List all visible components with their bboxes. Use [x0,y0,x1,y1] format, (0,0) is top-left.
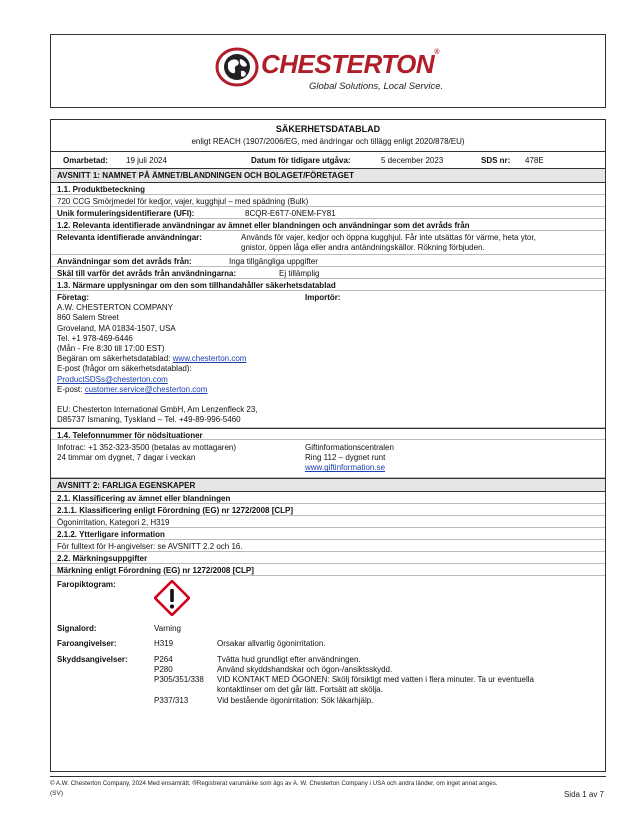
fulltext-note: För fulltext för H-angivelser: se AVSNITT 2.2 och 16. [51,540,605,552]
page-title: SÄKERHETSDATABLAD [275,124,381,134]
section-2-heading: AVSNITT 2: FARLIGA EGENSKAPER [51,478,605,492]
p264-text: Tvätta hud grundligt efter användningen. [217,655,361,664]
p305-text-2: kontaktlinser om det går lätt. Fortsätt att skölja. [217,685,383,694]
signal-word-value: Varning [154,624,181,633]
reason-value: Ej tillämplig [279,269,320,278]
customer-service-email-link[interactable]: customer.service@chesterton.com [84,384,208,394]
heading-2-1: 2.1. Klassificering av ämnet eller blandningen [51,492,605,504]
hazard-text: Orsakar allvarlig ögonirritation. [217,639,326,648]
reason-row [51,267,605,279]
company-label: Företag: [57,293,89,302]
revised-value: 19 juli 2024 [126,156,167,165]
emergency-line-1: Infotrac: +1 352-323-3500 (betalas av mottagaren) [57,443,236,452]
meta-row [51,152,605,169]
eu-address-1: EU: Chesterton International GmbH, Am Lenzenfleck 23, [57,405,258,415]
advised-against-label: Användningar som det avråds från: [57,257,192,266]
section-1-heading: AVSNITT 1: NAMNET PÅ ÄMNET/BLANDNINGEN OCH BOLAGET/FÖRETAGET [51,169,605,183]
ufi-value: 8CQR-E6T7-0NEM-FY81 [245,209,336,218]
precautionary-label: Skyddsangivelser: [57,655,128,664]
hazard-code: H319 [154,639,174,648]
globe-icon [215,47,259,87]
heading-1-4: 1.4. Telefonnummer för nödsituationer [51,428,605,440]
title-block [51,120,605,152]
p337-code: P337/313 [154,696,189,705]
chesterton-logo [215,47,455,97]
sds-number-value: 478E [525,156,544,165]
email-row: E-post: customer.service@chesterton.com [57,384,208,394]
relevant-uses-label: Relevanta identifierade användningar: [57,233,202,242]
p264-code: P264 [154,655,173,664]
sds-content [50,119,606,772]
prev-edition-label: Datum för tidigare utgåva: [251,156,351,165]
hazard-statements-label: Faroangivelser: [57,639,117,648]
ufi-row [51,207,605,219]
ufi-label: Unik formuleringsidentifierare (UFI): [57,209,195,218]
supplier-block [51,291,605,428]
p280-text: Använd skyddshandskar och ögon-/ansiktsskydd. [217,665,393,674]
p305-code: P305/351/338 [154,675,204,684]
company-phone: Tel. +1 978-469-6446 [57,333,133,343]
p305-text-1: VID KONTAKT MED ÖGONEN: Skölj försiktigt med vatten i flera minuter. Ta ur eventuella [217,675,534,684]
language-code: (SV) [50,790,63,797]
poison-center: Giftinformationscentralen Ring 112 – dygnet runt www.giftinformation.se [305,443,394,473]
emergency-line-2: 24 timmar om dygnet, 7 dagar i veckan [57,453,196,463]
sds-request-row: Begäran om säkerhetsdatablad: www.chesterton.com [57,354,247,364]
reason-label: Skäl till varför det avråds från användningarna: [57,269,237,278]
page-subtitle: enligt REACH (1907/2006/EG, med ändringar och tillägg enligt 2020/878/EU) [191,136,465,146]
advised-against-row [51,255,605,267]
p337-text: Vid bestående ögonirritation: Sök läkarhjälp. [217,696,374,705]
company-city: Groveland, MA 01834-1507, USA [57,323,176,333]
classification: Ögonirritation, Kategori 2, H319 [51,516,605,528]
prev-edition-value: 5 december 2023 [381,156,444,165]
p280-code: P280 [154,665,173,674]
emergency-block [51,440,605,478]
revised-label: Omarbetad: [63,156,108,165]
heading-2-2: 2.2. Märkningsuppgifter [51,552,605,564]
heading-2-1-2: 2.1.2. Ytterligare information [51,528,605,540]
page-number: Sida 1 av 7 [563,790,604,799]
logo-wordmark: CHESTERTON® [261,49,439,79]
relevant-uses-value: Används för vajer, kedjor och öppna kugghjul. Får inte utsättas för värme, heta ytor, gnistor, öppen låga eller andra antändningskällor. Rökning förbjuden. [241,233,536,252]
label-elements [51,620,605,740]
email-question-label: E-post (frågor om säkerhetsdatablad): [57,364,192,374]
company-name: A.W. CHESTERTON COMPANY [57,303,174,313]
signal-word-label: Signalord: [57,624,97,633]
company-hours: (Mån - Fre 8:30 till 17:00 EST) [57,344,165,354]
giftinformation-link[interactable]: www.giftinformation.se [305,463,386,473]
company-street: 860 Salem Street [57,313,119,323]
heading-1-1: 1.1. Produktbeteckning [51,183,605,195]
importer-label: Importör: [305,293,341,302]
logo-box [50,34,606,108]
labelling-heading: Märkning enligt Förordning (EG) nr 1272/2008 [CLP] [51,564,605,576]
pictogram-label: Faropiktogram: [57,580,116,589]
logo-tagline: Global Solutions, Local Service. [309,81,444,92]
copyright-notice: © A.W. Chesterton Company, 2024 Med ensamrätt. ®Registrerat varumärke som ägs av A. W. Chesterton Company i USA och andra länder, om inget annat anges. [50,780,498,787]
advised-against-value: Inga tillgängliga uppgifter [229,257,318,266]
chesterton-website-link[interactable]: www.chesterton.com [172,354,247,364]
page-footer [50,776,606,799]
pictogram-row [51,576,605,620]
eu-address-2: D85737 Ismaning, Tyskland – Tel. +49-89-996-5460 [57,415,241,425]
product-sds-email-link[interactable]: ProductSDSs@chesterton.com [57,374,168,384]
exclamation-hazard-icon [154,580,190,616]
heading-2-1-1: 2.1.1. Klassificering enligt Förordning (EG) nr 1272/2008 [CLP] [51,504,605,516]
product-name: 720 CCG Smörjmedel för kedjor, vajer, kugghjul – med spädning (Bulk) [51,195,605,207]
heading-1-3: 1.3. Närmare upplysningar om den som tillhandahåller säkerhetsdatablad [51,279,605,291]
sds-number-label: SDS nr: [481,156,511,165]
heading-1-2: 1.2. Relevanta identifierade användningar av ämnet eller blandningen och användningar som det avråds från [51,219,605,231]
relevant-uses-row [51,231,605,255]
